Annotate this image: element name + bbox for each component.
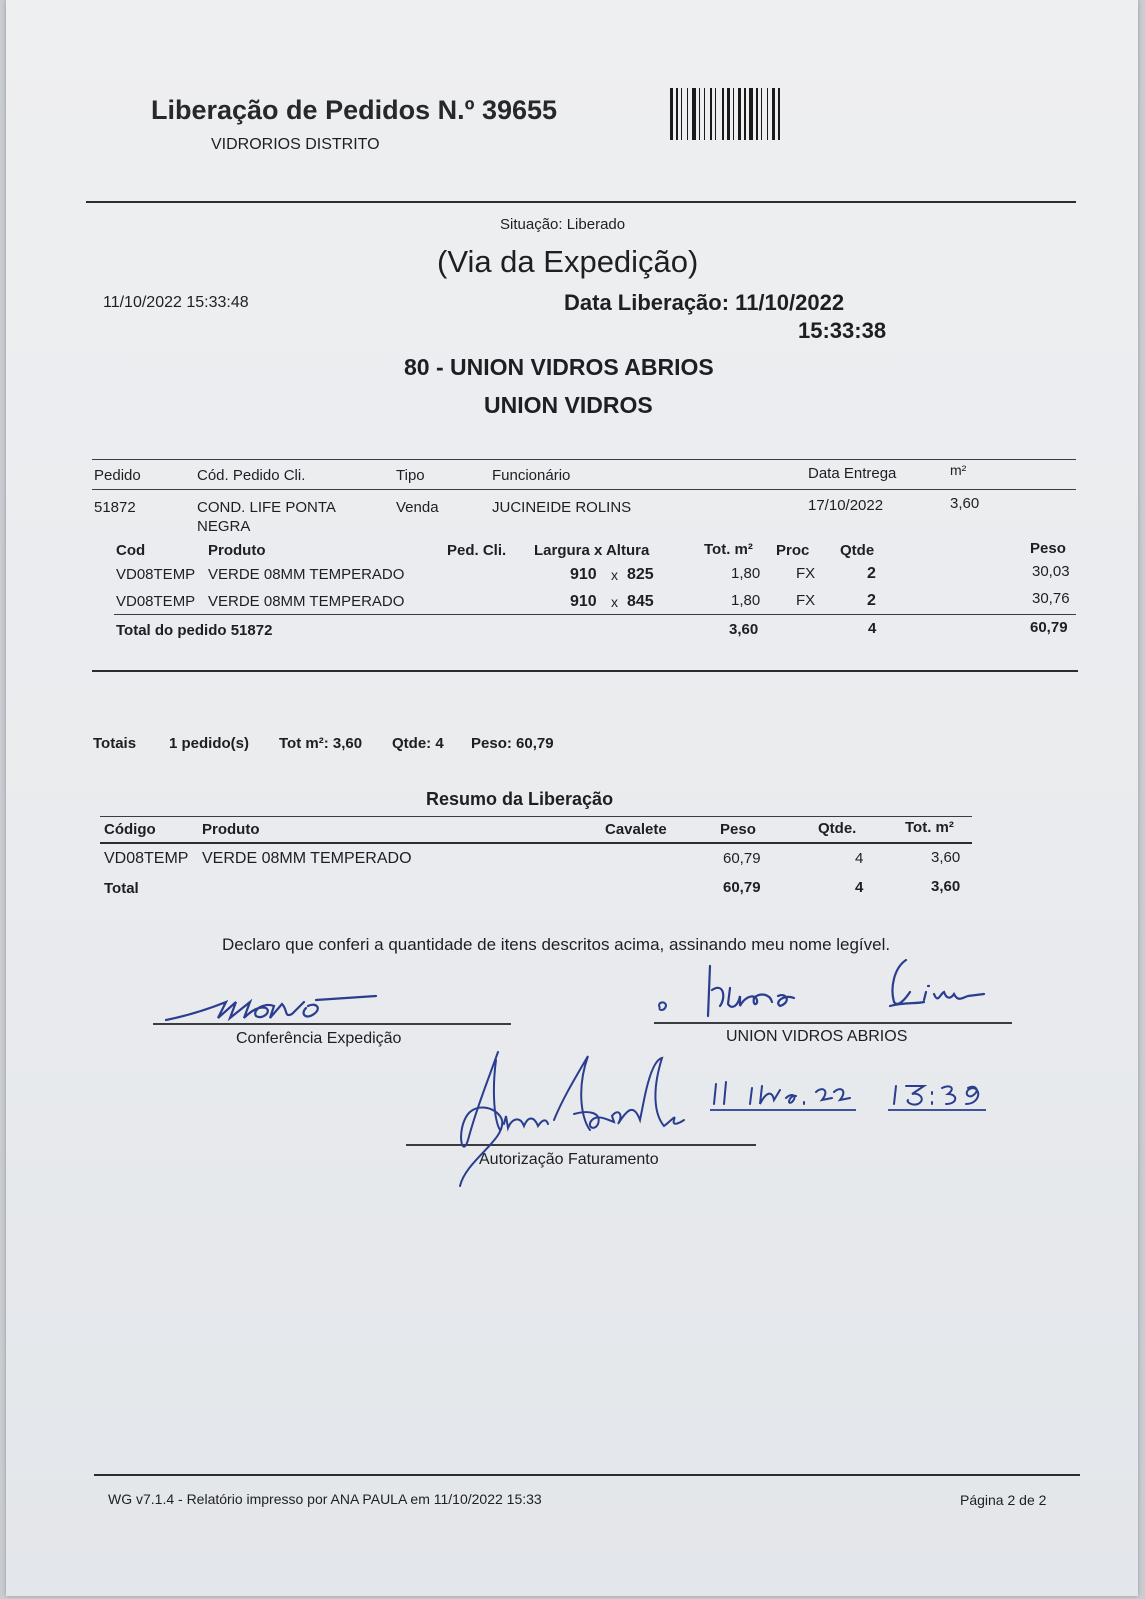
item-header-qtde: Qtde: [840, 542, 875, 559]
summary-total-label: Total: [104, 880, 139, 897]
signature-label-autorizacao: Autorização Faturamento: [479, 1151, 659, 1168]
client-name: 80 - UNION VIDROS ABRIOS: [404, 354, 714, 380]
document-page: [6, 0, 1138, 1596]
summary-tot-m2: 3,60: [931, 849, 961, 866]
summary-qtde: 4: [855, 850, 864, 867]
item-altura: 825: [627, 566, 654, 583]
item-produto: VERDE 08MM TEMPERADO: [208, 593, 405, 610]
item-largura: 910: [570, 566, 597, 583]
summary-header-peso: Peso: [720, 821, 756, 838]
summary-produto: VERDE 08MM TEMPERADO: [202, 850, 412, 867]
release-date: Data Liberação: 11/10/2022: [564, 290, 845, 315]
summary-peso: 60,79: [723, 850, 761, 867]
footer-line: [94, 1474, 1080, 1476]
summary-total-qtde: 4: [855, 879, 864, 896]
handwritten-signature-cliente: [654, 958, 1014, 1024]
col-header-tipo: Tipo: [396, 467, 425, 484]
item-cod: VD08TEMP: [116, 566, 196, 583]
order-data-entrega: 17/10/2022: [808, 497, 884, 514]
item-produto: VERDE 08MM TEMPERADO: [208, 566, 405, 583]
release-time: 15:33:38: [798, 318, 887, 343]
order-cod-cli-line1: COND. LIFE PONTA: [197, 499, 336, 516]
summary-total-tot-m2: 3,60: [931, 878, 961, 895]
barcode: [670, 88, 848, 140]
order-total-peso: 60,79: [1030, 619, 1068, 636]
item-proc: FX: [796, 565, 816, 582]
item-cod: VD08TEMP: [116, 593, 196, 610]
summary-header-produto: Produto: [202, 821, 260, 838]
totals-qtde: Qtde: 4: [392, 735, 444, 752]
item-header-proc: Proc: [776, 542, 810, 559]
summary-header-tot-m2: Tot. m²: [905, 819, 954, 836]
col-header-pedido: Pedido: [94, 467, 141, 484]
print-datetime: 11/10/2022 15:33:48: [103, 294, 249, 311]
summary-total-peso: 60,79: [723, 879, 761, 896]
order-table-header-line: [92, 489, 1076, 490]
footer-page-number: Página 2 de 2: [960, 1492, 1047, 1508]
client-subname: UNION VIDROS: [484, 392, 653, 418]
item-header-largura-altura: Largura x Altura: [534, 542, 650, 559]
items-total-line: [114, 614, 1076, 615]
col-header-funcionario: Funcionário: [492, 467, 571, 484]
document-title: Liberação de Pedidos N.º 39655: [151, 95, 558, 125]
handwritten-signature-conferencia: [156, 988, 386, 1028]
order-pedido: 51872: [94, 499, 136, 516]
totals-peso: Peso: 60,79: [471, 735, 554, 752]
copy-label: (Via da Expedição): [437, 244, 699, 279]
item-peso: 30,76: [1032, 590, 1070, 607]
item-header-produto: Produto: [208, 542, 266, 559]
order-m2: 3,60: [950, 495, 980, 512]
item-qtde: 2: [867, 565, 876, 582]
header-divider: [86, 201, 1076, 203]
item-proc: FX: [796, 592, 816, 609]
declaration-text: Declaro que conferi a quantidade de itens descritos acima, assinando meu nome legível.: [222, 935, 891, 954]
status-text: Situação: Liberado: [500, 216, 626, 233]
totals-label: Totais: [93, 735, 137, 752]
col-header-m2: m²: [950, 462, 967, 478]
order-cod-cli-line2: NEGRA: [197, 518, 251, 535]
summary-header-line: [100, 842, 972, 844]
order-section-bottom-line: [92, 670, 1078, 672]
item-tot-m2: 1,80: [731, 592, 761, 609]
item-header-tot-m2: Tot. m²: [704, 541, 753, 558]
handwritten-date: [706, 1078, 1006, 1118]
summary-codigo: VD08TEMP: [104, 850, 189, 867]
item-largura: 910: [570, 593, 597, 610]
summary-header-codigo: Código: [104, 821, 156, 838]
order-total-qtde: 4: [868, 620, 877, 637]
col-header-data-entrega: Data Entrega: [808, 465, 897, 482]
item-x: x: [611, 567, 618, 583]
order-tipo: Venda: [396, 499, 439, 516]
summary-header-cavalete: Cavalete: [605, 821, 667, 838]
footer-printed-by: WG v7.1.4 - Relatório impresso por ANA PAULA em 11/10/2022 15:33: [108, 1491, 542, 1507]
summary-header-qtde: Qtde.: [818, 820, 857, 837]
item-x: x: [611, 594, 618, 610]
summary-top-line: [100, 816, 972, 817]
item-peso: 30,03: [1032, 563, 1070, 580]
signature-label-cliente: UNION VIDROS ABRIOS: [726, 1028, 908, 1045]
order-total-label: Total do pedido 51872: [116, 622, 273, 639]
order-table-top-line: [92, 459, 1076, 460]
item-altura: 845: [627, 593, 654, 610]
company-name: VIDRORIOS DISTRITO: [211, 136, 380, 153]
summary-title: Resumo da Liberação: [426, 789, 614, 809]
item-tot-m2: 1,80: [731, 565, 761, 582]
item-qtde: 2: [867, 592, 876, 609]
item-header-cod: Cod: [116, 542, 146, 559]
col-header-cod-cli: Cód. Pedido Cli.: [197, 467, 306, 484]
item-header-peso: Peso: [1030, 540, 1066, 557]
order-funcionario: JUCINEIDE ROLINS: [492, 499, 632, 516]
totals-tot-m2: Tot m²: 3,60: [279, 735, 363, 752]
signature-label-conferencia: Conferência Expedição: [236, 1030, 402, 1047]
order-total-m2: 3,60: [729, 621, 759, 638]
item-header-ped-cli: Ped. Cli.: [447, 542, 507, 559]
totals-pedidos: 1 pedido(s): [169, 735, 250, 752]
handwritten-signature-autorizacao: [458, 1050, 688, 1190]
